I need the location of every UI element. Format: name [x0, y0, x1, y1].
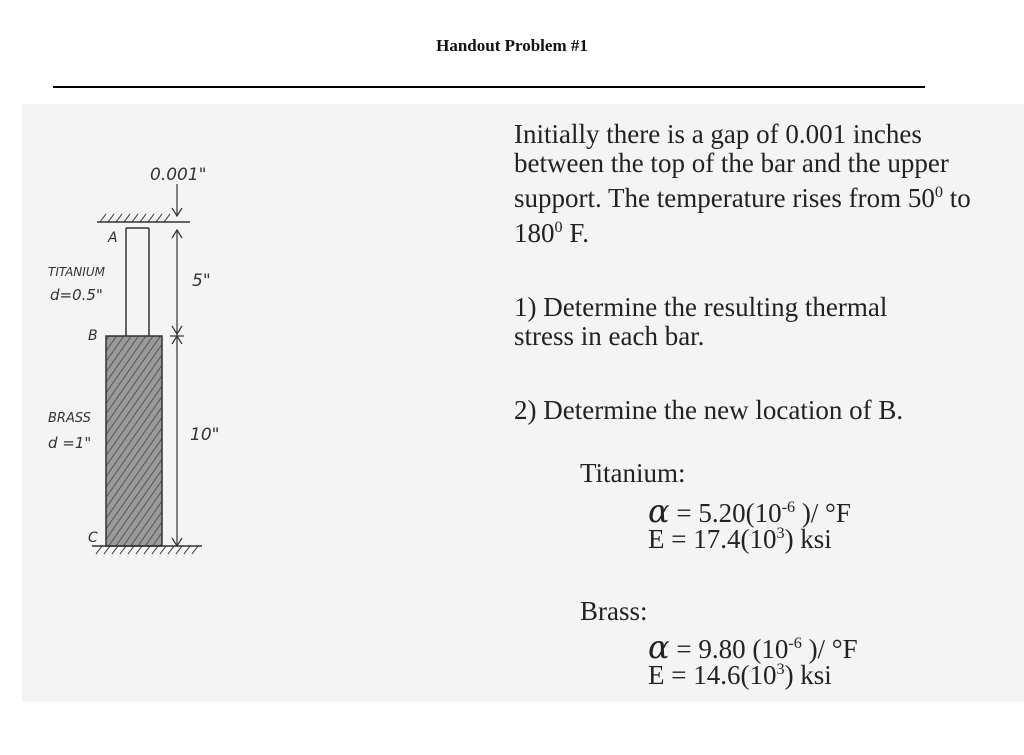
- titanium-diameter: d=0.5": [50, 286, 103, 304]
- brass-modulus: $E = 14.6(10^3)$ ksi: [648, 660, 832, 690]
- titanium-title: Titanium:: [580, 458, 686, 488]
- alpha-symbol: α: [648, 628, 670, 666]
- intro-mid: to 180: [514, 183, 971, 248]
- bottom-support: [92, 546, 202, 554]
- titanium-length: 5": [192, 271, 211, 291]
- gap-arrow: [172, 184, 182, 216]
- brass-label: BRASS: [48, 411, 91, 426]
- gap-label: 0.001": [150, 165, 207, 185]
- brass-bar: [106, 336, 162, 546]
- point-c-label: C: [88, 530, 98, 546]
- question-1: 1) Determine the resulting thermal stress in each bar.: [514, 292, 888, 351]
- page-title: Handout Problem #1: [436, 36, 588, 55]
- dimension-line: [170, 230, 184, 546]
- brass-diameter: d =1": [48, 434, 92, 452]
- point-b-label: B: [88, 328, 98, 344]
- bar-diagram: [22, 104, 492, 702]
- intro-temp1-sup: 0: [934, 183, 943, 201]
- intro-temp2-sup: 0: [554, 218, 563, 236]
- titanium-bar: [126, 228, 149, 336]
- intro-end: F.: [562, 218, 589, 248]
- titanium-modulus: $E = 17.4(10^3)$ ksi: [648, 524, 832, 554]
- brass-alpha: α = 9.80 ($10^{-6}$ )/ °F: [648, 628, 858, 666]
- titanium-alpha: $\alpha = 5.20(10^{-6}$ )/ °F: [648, 492, 851, 530]
- question-2: 2) Determine the new location of B.: [514, 395, 904, 425]
- brass-title: Brass:: [580, 596, 648, 626]
- title-divider: [53, 86, 925, 88]
- intro-text: Initially there is a gap of 0.001 inches between the top of the bar and the upper support. The temperature rises from 50: [514, 119, 949, 213]
- alpha-symbol: α: [648, 492, 670, 530]
- point-a-label: A: [108, 230, 118, 246]
- brass-length: 10": [190, 425, 220, 445]
- problem-intro: [514, 120, 984, 248]
- titanium-label: TITANIUM: [48, 265, 105, 279]
